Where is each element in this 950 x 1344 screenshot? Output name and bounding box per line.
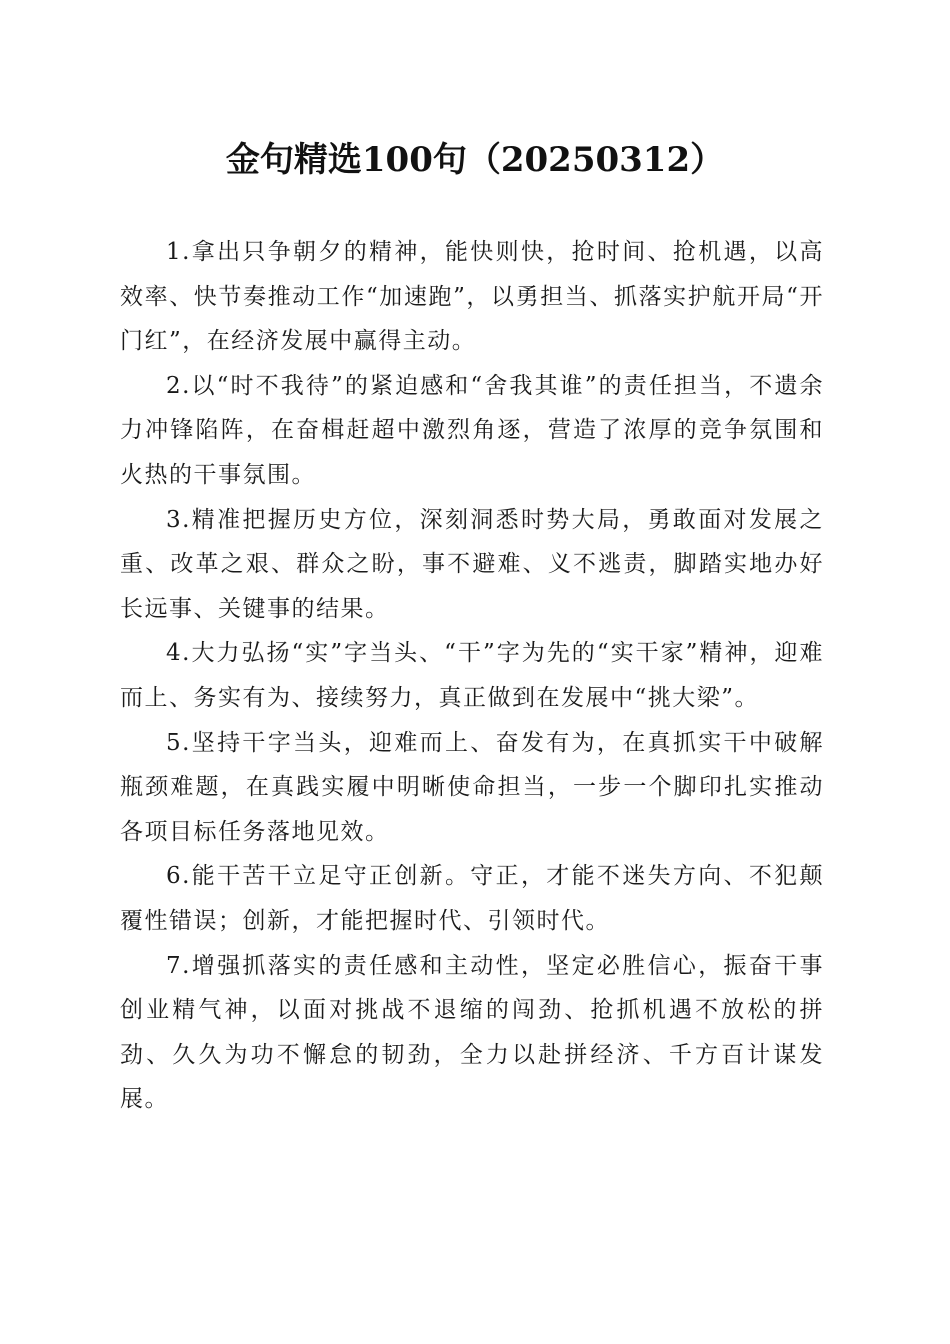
paragraph-6: 6.能干苦干立足守正创新。守正，才能不迷失方向、不犯颠覆性错误；创新，才能把握时代、引领时代。 [120, 863, 824, 934]
document-body [120, 230, 824, 1122]
paragraph-5: 5.坚持干字当头，迎难而上、奋发有为，在真抓实干中破解瓶颈难题，在真践实履中明晰使命担当，一步一个脚印扎实推动各项目标任务落地见效。 [120, 729, 824, 845]
paragraph-7: 7.增强抓落实的责任感和主动性，坚定必胜信心，振奋干事创业精气神，以面对挑战不退缩的闯劲、抢抓机遇不放松的拼劲、久久为功不懈怠的韧劲，全力以赴拼经济、千方百计谋发展。 [120, 952, 824, 1113]
paragraph-4: 4.大力弘扬“实”字当头、“干”字为先的“实干家”精神，迎难而上、务实有为、接续努力，真正做到在发展中“挑大梁”。 [120, 640, 824, 711]
paragraph-3: 3.精准把握历史方位，深刻洞悉时势大局，勇敢面对发展之重、改革之艰、群众之盼，事不避难、义不逃责，脚踏实地办好长远事、关键事的结果。 [120, 506, 824, 622]
paragraph-1: 1.拿出只争朝夕的精神，能快则快，抢时间、抢机遇，以高效率、快节奏推动工作“加速跑”，以勇担当、抓落实护航开局“开门红”，在经济发展中赢得主动。 [120, 239, 824, 355]
document-title: 金句精选100句（20250312） [225, 140, 725, 180]
paragraph-2: 2.以“时不我待”的紧迫感和“舍我其谁”的责任担当，不遗余力冲锋陷阵，在奋楫赶超中激烈角逐，营造了浓厚的竞争氛围和火热的干事氛围。 [120, 372, 824, 488]
